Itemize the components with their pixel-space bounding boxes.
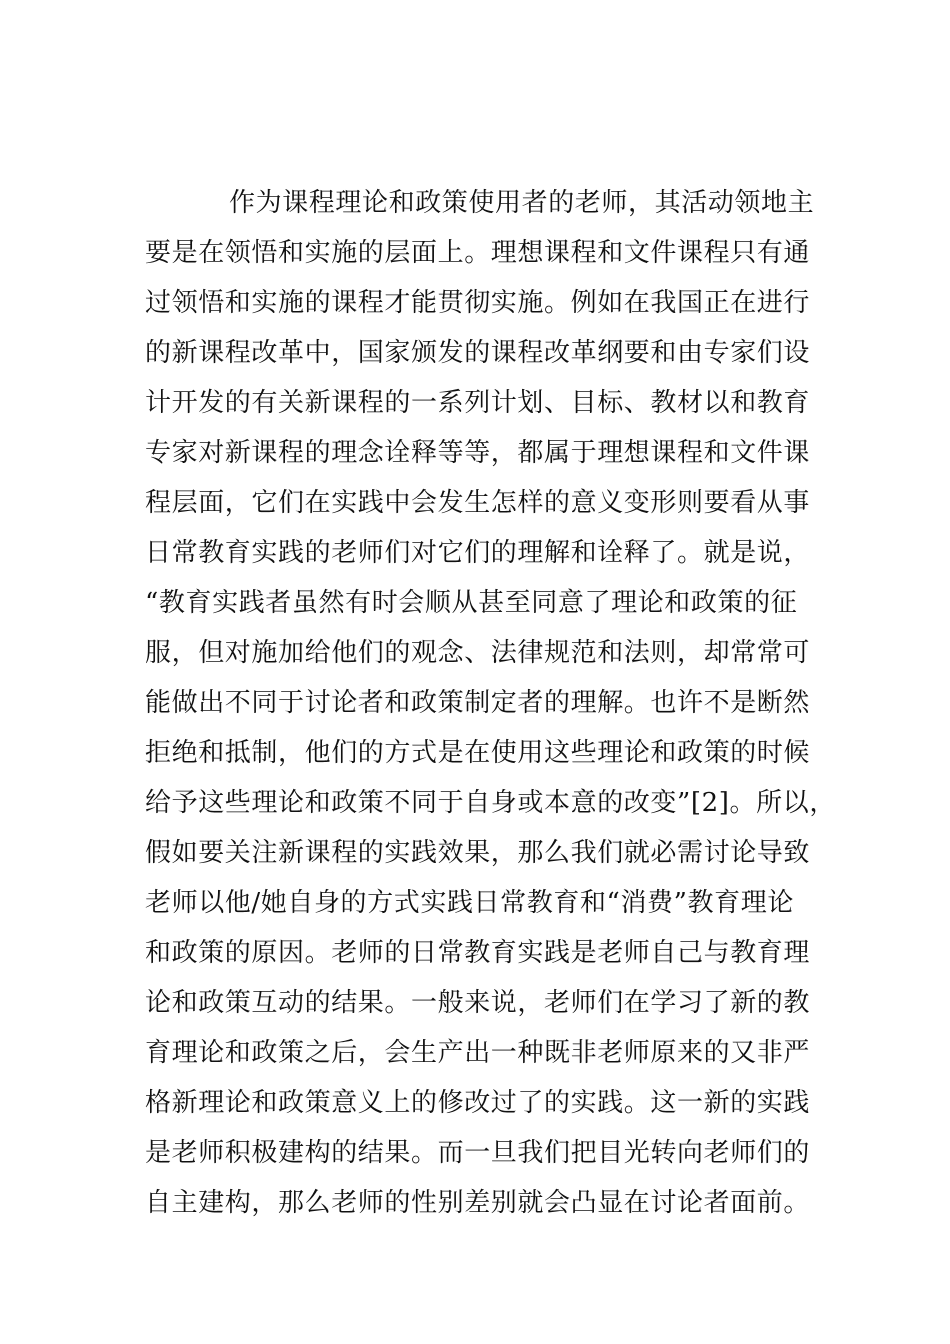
paragraph-line-3: 过领悟和实施的课程才能贯彻实施。例如在我国正在进行 (145, 288, 811, 318)
paragraph-line-17: 论和政策互动的结果。一般来说，老师们在学习了新的教 (145, 988, 811, 1018)
paragraph-line-1: 作为课程理论和政策使用者的老师，其活动领地主 (229, 188, 815, 218)
paragraph-line-7: 程层面，它们在实践中会发生怎样的意义变形则要看从事 (145, 488, 811, 518)
paragraph-line-14: 假如要关注新课程的实践效果，那么我们就必需讨论导致 (145, 838, 811, 868)
paragraph-line-8: 日常教育实践的老师们对它们的理解和诠释了。就是说， (145, 538, 811, 568)
paragraph-line-4: 的新课程改革中，国家颁发的课程改革纲要和由专家们设 (145, 338, 811, 368)
paragraph-line-18: 育理论和政策之后，会生产出一种既非老师原来的又非严 (145, 1038, 811, 1068)
paragraph-line-6: 专家对新课程的理念诠释等等，都属于理想课程和文件课 (145, 438, 811, 468)
paragraph-line-9: “教育实践者虽然有时会顺从甚至同意了理论和政策的征 (145, 588, 798, 618)
paragraph-line-2: 要是在领悟和实施的层面上。理想课程和文件课程只有通 (145, 238, 811, 268)
paragraph-line-20: 是老师积极建构的结果。而一旦我们把目光转向老师们的 (145, 1138, 811, 1168)
paragraph-line-10: 服，但对施加给他们的观念、法律规范和法则，却常常可 (145, 638, 811, 668)
paragraph-line-16: 和政策的原因。老师的日常教育实践是老师自己与教育理 (145, 938, 811, 968)
paragraph-line-19: 格新理论和政策意义上的修改过了的实践。这一新的实践 (145, 1088, 811, 1118)
paragraph-line-21: 自主建构，那么老师的性别差别就会凸显在讨论者面前。 (145, 1188, 811, 1218)
paragraph-line-5: 计开发的有关新课程的一系列计划、目标、教材以和教育 (145, 388, 811, 418)
paragraph-line-13: 给予这些理论和政策不同于自身或本意的改变”[2]。所以， (145, 788, 836, 818)
paragraph-line-12: 拒绝和抵制，他们的方式是在使用这些理论和政策的时候 (145, 738, 811, 768)
paragraph-line-15: 老师以他/她自身的方式实践日常教育和“消费”教育理论 (145, 888, 794, 918)
paragraph (145, 178, 836, 1228)
paragraph-line-11: 能做出不同于讨论者和政策制定者的理解。也许不是断然 (145, 688, 811, 718)
